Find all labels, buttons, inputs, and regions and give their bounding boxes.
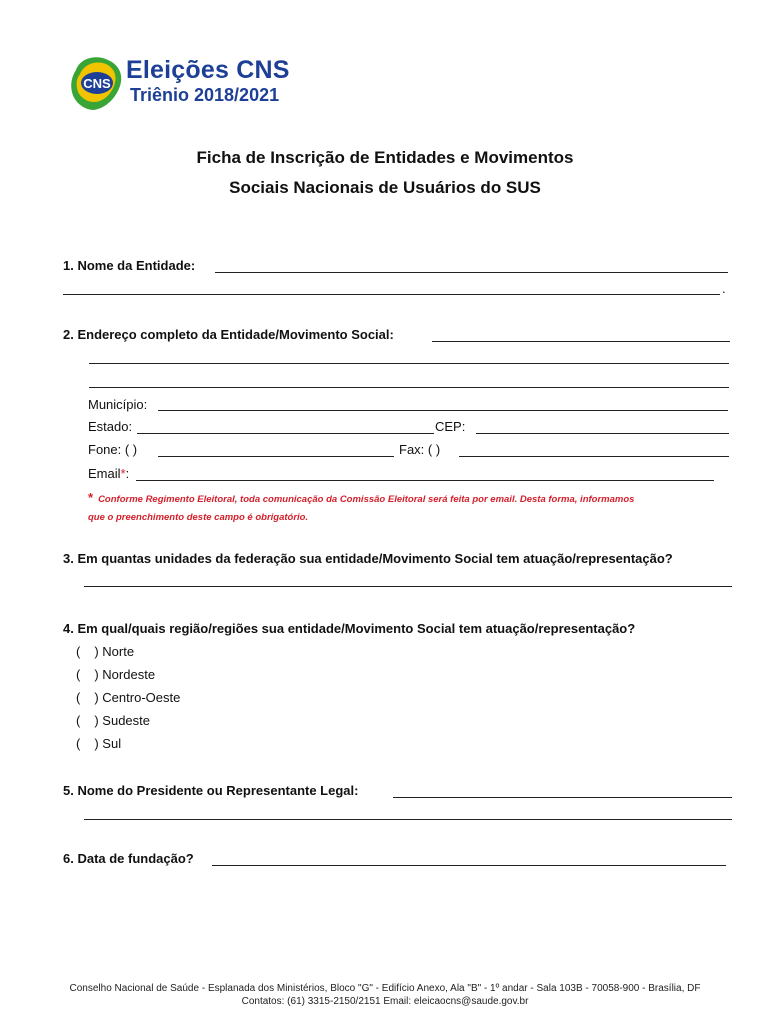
question-2 — [63, 327, 394, 342]
municipio-label: Município: — [88, 397, 148, 412]
fone-field[interactable] — [158, 456, 394, 457]
fax-field[interactable] — [459, 456, 729, 457]
footer-address: Conselho Nacional de Saúde - Esplanada dos Ministérios, Bloco "G" - Edifício Anexo, Ala "B" - 1º andar - Sala 103B - 70058-900 - Brasília, DF — [69, 983, 701, 994]
entity-name-field-line-2[interactable] — [63, 294, 720, 295]
logo-emblem-text: CNS — [83, 76, 111, 91]
end-mark: . — [722, 281, 726, 296]
question-6 — [63, 851, 194, 866]
region-label: Centro-Oeste — [102, 690, 181, 705]
foundation-date-field[interactable] — [212, 865, 726, 866]
question-3 — [63, 551, 673, 566]
region-label: Sudeste — [102, 713, 150, 728]
question-3-label: 3. Em quantas unidades da federação sua entidade/Movimento Social tem atuação/representação? — [63, 551, 673, 566]
eleicoes-cns-logo — [66, 52, 290, 114]
footer-contacts: Contatos: (61) 3315-2150/2151 Email: eleicaocns@saude.gov.br — [241, 996, 529, 1007]
cep-field[interactable] — [476, 433, 729, 434]
email-label-wrap — [88, 466, 129, 481]
entity-name-field[interactable] — [215, 272, 728, 273]
required-asterisk: * — [120, 466, 126, 481]
federation-units-field[interactable] — [84, 586, 732, 587]
note-asterisk: * — [88, 490, 94, 505]
address-field-line-3[interactable] — [89, 387, 729, 388]
email-label: Email — [88, 466, 121, 481]
municipio-field[interactable] — [158, 410, 728, 411]
estado-field[interactable] — [137, 433, 434, 434]
brazil-map-emblem-icon — [66, 52, 128, 114]
required-note-line-1 — [88, 490, 634, 505]
address-field-line-2[interactable] — [89, 363, 729, 364]
estado-label: Estado: — [88, 419, 133, 434]
region-label: Sul — [102, 736, 122, 751]
region-label: Nordeste — [102, 667, 156, 682]
form-title-line-1: Ficha de Inscrição de Entidades e Movimentos — [196, 148, 574, 167]
checkbox-paren: ( — [76, 644, 81, 659]
region-option-sul[interactable]: ( ) Sul — [76, 736, 122, 751]
fone-label: Fone: ( ) — [88, 442, 138, 457]
checkbox-paren: ( — [76, 667, 81, 682]
question-5 — [63, 783, 358, 798]
checkbox-paren: ( — [76, 713, 81, 728]
region-option-nordeste[interactable]: ( ) Nordeste — [76, 667, 156, 682]
note-text-1: Conforme Regimento Eleitoral, toda comunicação da Comissão Eleitoral será feita por email. Desta forma, informamos — [98, 494, 635, 505]
logo-title: Eleições CNS — [126, 56, 290, 84]
question-1-label: 1. Nome da Entidade: — [63, 258, 196, 273]
fax-label: Fax: ( ) — [399, 442, 441, 457]
logo-subtitle: Triênio 2018/2021 — [130, 85, 280, 105]
region-option-norte[interactable]: ( ) Norte — [76, 644, 135, 659]
email-colon: : — [125, 466, 130, 481]
checkbox-paren: ( — [76, 736, 81, 751]
president-name-field-line-2[interactable] — [84, 819, 732, 820]
question-2-label: 2. Endereço completo da Entidade/Movimento Social: — [63, 327, 394, 342]
checkbox-paren: ( — [76, 690, 81, 705]
question-4 — [63, 621, 635, 636]
form-title-line-2: Sociais Nacionais de Usuários do SUS — [229, 178, 541, 197]
cep-label: CEP: — [435, 419, 466, 434]
question-4-label: 4. Em qual/quais região/regiões sua entidade/Movimento Social tem atuação/representação? — [63, 621, 636, 636]
question-6-label: 6. Data de fundação? — [63, 851, 194, 866]
question-5-label: 5. Nome do Presidente ou Representante Legal: — [63, 783, 359, 798]
region-option-centro-oeste[interactable]: ( ) Centro-Oeste — [76, 690, 181, 705]
region-option-sudeste[interactable]: ( ) Sudeste — [76, 713, 150, 728]
president-name-field[interactable] — [393, 797, 732, 798]
region-label: Norte — [102, 644, 135, 659]
address-field[interactable] — [432, 341, 730, 342]
required-note-line-2: que o preenchimento deste campo é obrigatório. — [88, 512, 309, 523]
question-1 — [63, 258, 195, 273]
email-field[interactable] — [136, 480, 714, 481]
